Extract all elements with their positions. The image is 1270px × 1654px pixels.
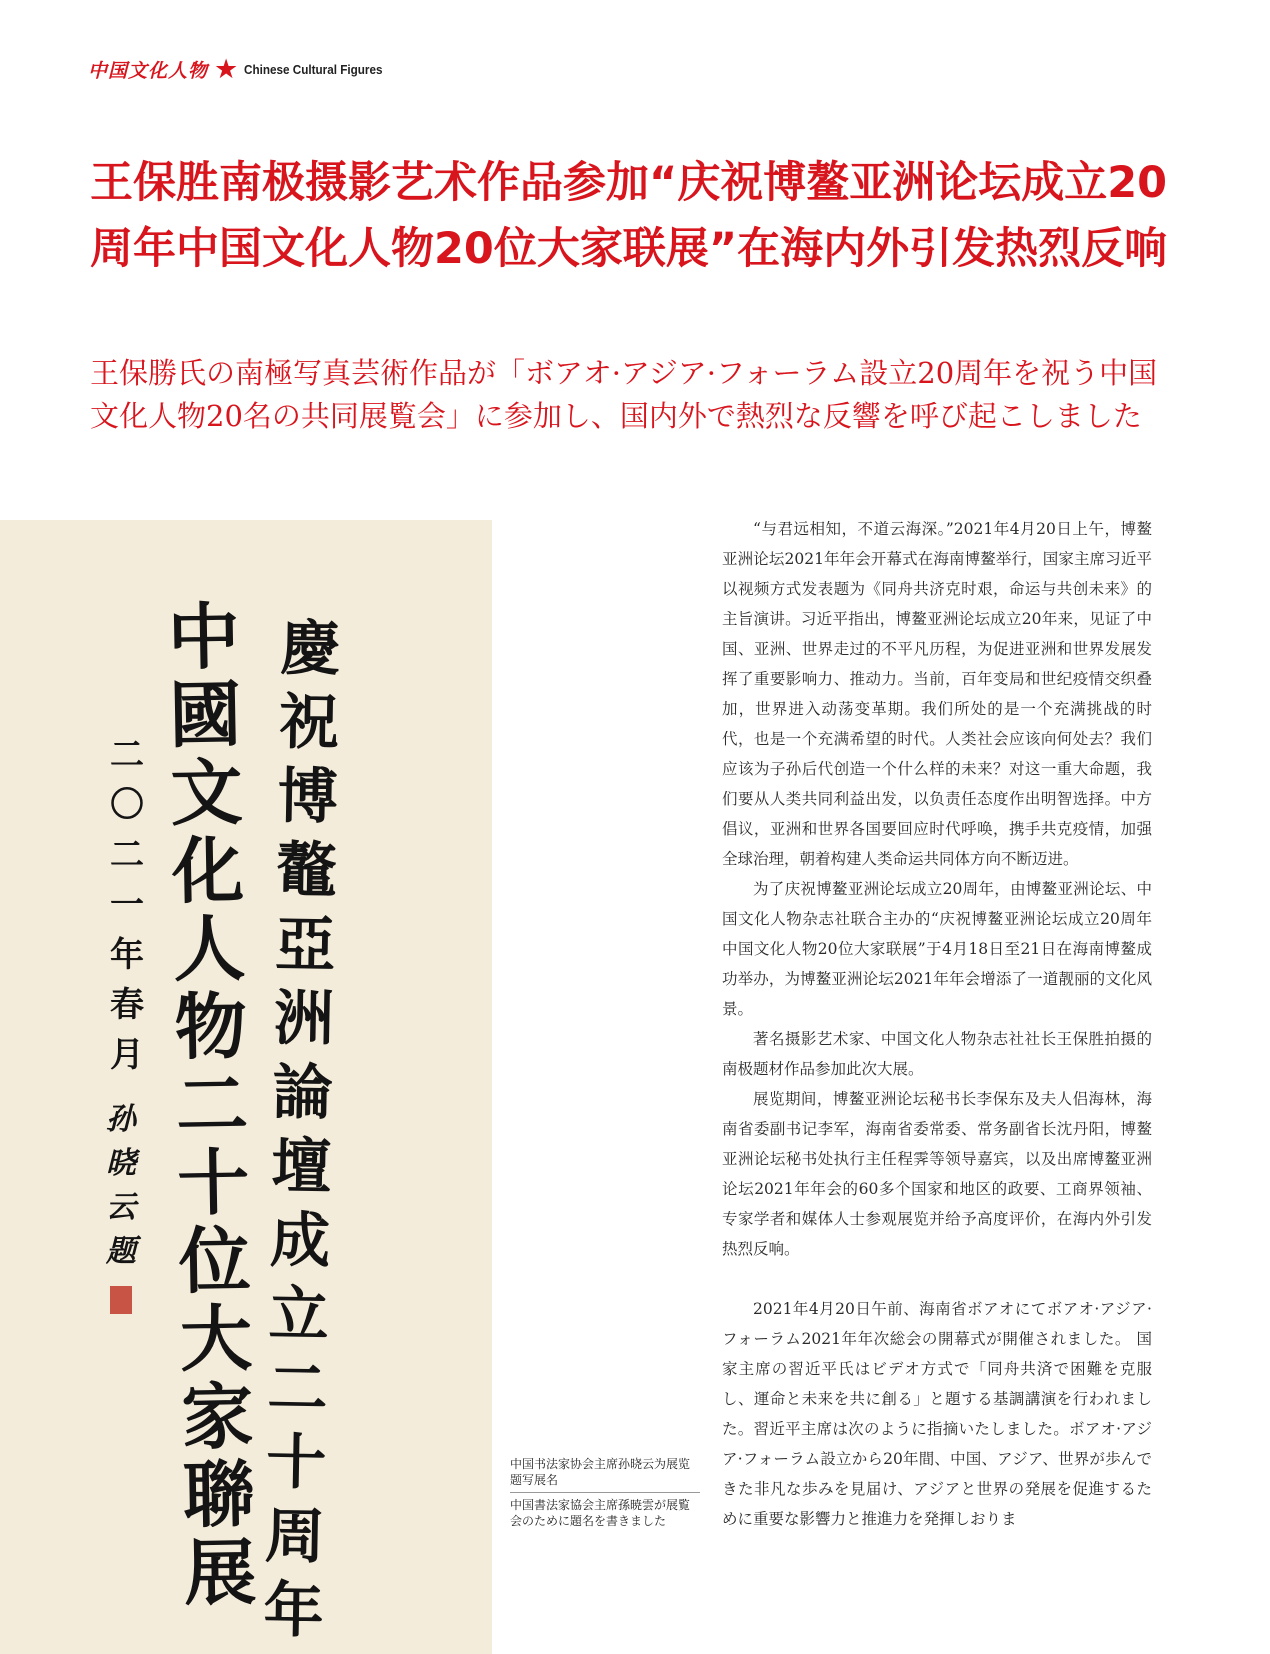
article-paragraph: 展览期间，博鳌亚洲论坛秘书长李保东及夫人侣海林，海南省委副书记李军，海南省委常委、常务副省长沈丹阳，博鳌亚洲论坛秘书处执行主任程霁等领导嘉宾，以及出席博鳌亚洲论坛2021年年会的60多个国家和地区的政要、工商界领袖、专家学者和媒体人士参观展览并给予高度评价，在海内外引发热烈反响。 <box>722 1090 1152 1258</box>
calligraphy-image <box>0 520 492 1654</box>
calligraphy-column-main: 中 國 文 化 人 物 二 十 位 大 家 聯 展 <box>167 593 257 1616</box>
article-title: 王保胜南极摄影艺术作品参加“庆祝博鳌亚洲论坛成立20周年中国文化人物20位大家联展”在海内外引发热烈反响 <box>90 158 1168 274</box>
caption-divider <box>510 1492 700 1493</box>
article-paragraph: 著名摄影艺术家、中国文化人物杂志社社长王保胜拍摄的南极题材作品参加此次大展。 <box>722 1030 1152 1078</box>
magazine-header <box>88 56 398 83</box>
caption-japanese: 中国書法家協会主席孫暁雲が展覧会のために題名を書きました <box>510 1498 691 1528</box>
article-paragraph-japanese: 2021年4月20日午前、海南省ボアオにてボアオ·アジア·フォーラム2021年年次総会の開幕式が開催されました。 国家主席の習近平氏はビデオ方式で「同舟共済で困難を克服し、運命と未来を共に創る」と題する基調講演を行われました。習近平主席は次のように指摘いたしました。ボアオ·アジア·フォーラム設立から20年間、中国、アジア、世界が歩んできた非凡な歩みを見届け、アジアと世界の発展を促進するために重要な影響力と推進力を発揮しおりま <box>722 1300 1152 1528</box>
article-paragraph: “与君远相知，不道云海深。”2021年4月20日上午，博鳌亚洲论坛2021年年会开幕式在海南博鳌举行，国家主席习近平以视频方式发表题为《同舟共济克时艰，命运与共创未来》的主旨演讲。习近平指出，博鳌亚洲论坛成立20年来，见证了中国、亚洲、世界走过的不平凡历程，为促进亚洲和世界发展发挥了重要影响力、推动力。当前，百年变局和世纪疫情交织叠加，世界进入动荡变革期。我们所处的是一个充满挑战的时代，也是一个充满希望的时代。人类社会应该向何处去？我们应该为子孙后代创造一个什么样的未来？对这一重大命题，我们要从人类共同利益出发，以负责任态度作出明智选择。中方倡议，亚洲和世界各国要回应时代呼唤，携手共克疫情，加强全球治理，朝着构建人类命运共同体方向不断迈进。 <box>722 520 1152 868</box>
caption-chinese: 中国书法家协会主席孙晓云为展览题写展名 <box>510 1457 691 1487</box>
calligraphy-signature: 孙 晓 云 题 <box>106 1102 136 1269</box>
calligraphy-column-sub: 慶 祝 博 鼇 亞 洲 論 壇 成 立 二 十 周 年 <box>262 613 342 1647</box>
star-icon: ★ <box>214 54 239 85</box>
image-caption <box>510 1456 700 1529</box>
article-body <box>722 514 1152 1534</box>
brand-english: Chinese Cultural Figures <box>244 62 383 77</box>
calligraphy-date-column: 二 〇 二 一 年 春 月 <box>110 735 144 1075</box>
article-subtitle-japanese: 王保勝氏の南極写真芸術作品が「ボアオ·アジア·フォーラム設立20周年を祝う中国文化人物20名の共同展覧会」に参加し、国内外で熱烈な反響を呼び起こしました <box>90 356 1158 433</box>
article-paragraph: 为了庆祝博鳌亚洲论坛成立20周年，由博鳌亚洲论坛、中国文化人物杂志社联合主办的“庆祝博鳌亚洲论坛成立20周年中国文化人物20位大家联展”于4月18日至21日在海南博鳌成功举办，为博鳌亚洲论坛2021年年会增添了一道靓丽的文化风景。 <box>722 880 1152 1018</box>
seal-stamp <box>110 1286 132 1314</box>
brand-chinese: 中国文化人物 <box>88 60 209 82</box>
